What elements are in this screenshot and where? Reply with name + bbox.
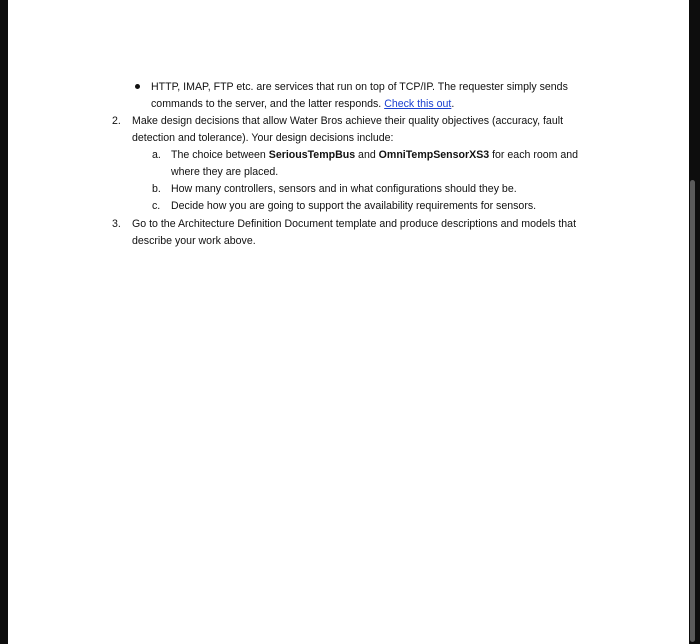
sub-a-post: for each room and [489, 149, 579, 161]
sub-a-line-1 [171, 147, 578, 164]
sub-b-marker: b. [152, 183, 161, 195]
sub-c-marker: c. [152, 200, 161, 212]
sub-b-text: How many controllers, sensors and in what configurations should they be. [171, 183, 517, 195]
sub-a-line-2: where they are placed. [171, 166, 279, 178]
item-2-line-2: detection and tolerance). Your design decisions include: [132, 132, 394, 144]
serious-temp-bus-term: SeriousTempBus [268, 149, 356, 161]
item-3-number: 3. [112, 218, 121, 230]
sub-c-text: Decide how you are going to support the availability requirements for sensors. [171, 200, 537, 212]
bullet-line-2 [151, 96, 454, 113]
bullet-line-1: HTTP, IMAP, FTP etc. are services that run on top of TCP/IP. The requester simply sends [151, 81, 568, 93]
item-3-line-2: describe your work above. [132, 235, 256, 247]
item-3-line-1: Go to the Architecture Definition Document template and produce descriptions and models that [132, 218, 577, 230]
check-this-out-link[interactable]: Check this out [384, 98, 452, 110]
omni-temp-sensor-term: OmniTempSensorXS3 [378, 149, 490, 161]
sub-a-pre: The choice between [171, 149, 269, 161]
item-2-line-1: Make design decisions that allow Water Bros achieve their quality objectives (accuracy, fault [132, 115, 564, 127]
sub-a-marker: a. [152, 149, 161, 161]
bullet-line-2-end: . [451, 98, 455, 110]
item-2-number: 2. [112, 115, 121, 127]
bullet-line-2-text: commands to the server, and the latter responds. [151, 98, 385, 110]
document-page [8, 0, 689, 644]
bullet-icon [135, 84, 140, 89]
sub-a-mid: and [355, 149, 379, 161]
scrollbar-thumb[interactable] [690, 180, 695, 642]
